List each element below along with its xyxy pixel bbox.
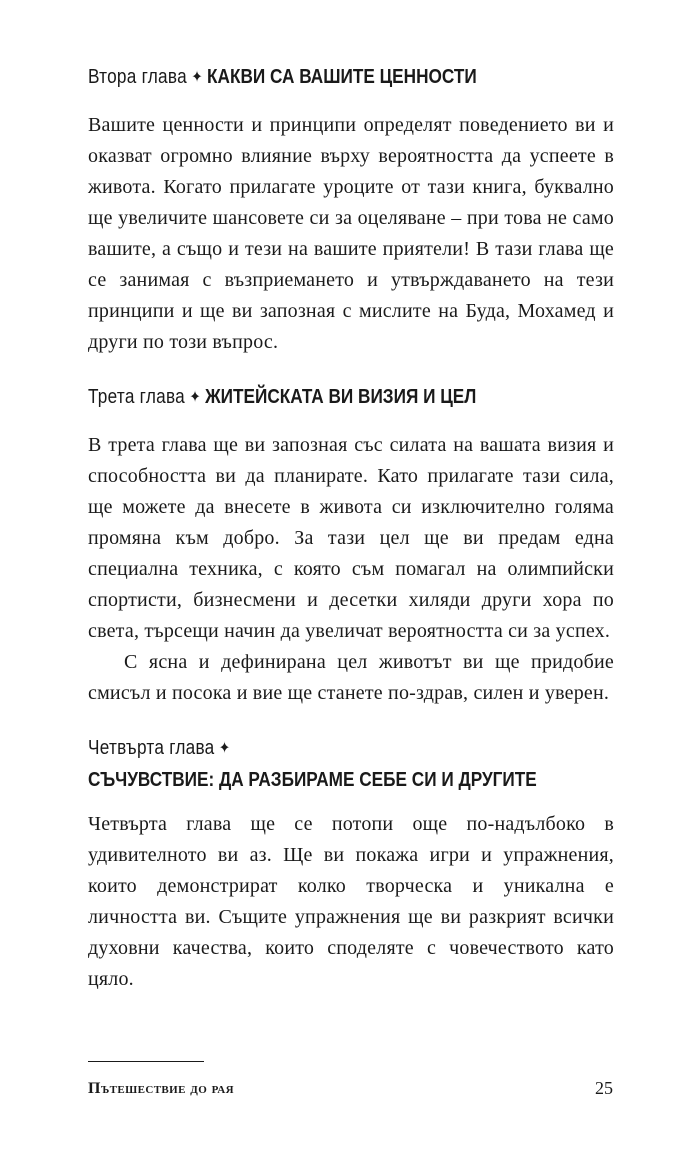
chapter-2-paragraph: Вашите ценности и принципи определят поведението ви и оказват огромно влияние върху вероятността да успеете в живота. Когато прилагате уроците от тази книга, буквално ще увеличите шансовете си за оцеляване – при това не само вашите, а също и тези на вашите приятели! В тази глава ще се занимая с възприемането и утвърждаването на тези принципи и ще ви запозная с мислите на Буда, Мохамед и други по този въпрос. xyxy=(88,114,614,353)
footer-divider xyxy=(88,1061,204,1062)
page-body xyxy=(88,62,614,995)
chapter-4-paragraph: Четвърта глава ще се потопи още по-надълбоко в удивителното ви аз. Ще ви покажа игри и упражнения, които демонстрират колко творческа и уникална е личността ви. Същите упражнения ще ви разкрият всички духовни качества, които споделяте с човечеството като цяло. xyxy=(88,813,614,990)
chapter-2-title: КАКВИ СА ВАШИТЕ ЦЕННОСТИ xyxy=(207,66,477,88)
chapter-4-section xyxy=(88,733,614,995)
chapter-2-section xyxy=(88,62,614,358)
chapter-3-section xyxy=(88,382,614,709)
chapter-3-label: Трета глава xyxy=(88,386,185,408)
chapter-3-paragraph-2: С ясна и дефинирана цел животът ви ще придобие смисъл и посока и вие ще станете по-здрав, силен и уверен. xyxy=(88,651,614,704)
star-ornament-icon: ✦ xyxy=(218,740,231,757)
chapter-3-heading xyxy=(88,382,540,414)
chapter-4-label: Четвърта глава xyxy=(88,737,215,759)
running-footer-book-title: Пътешествие до рая xyxy=(88,1080,234,1097)
chapter-4-heading-line-2 xyxy=(88,765,540,795)
chapter-4-heading xyxy=(88,733,614,795)
chapter-3-title: ЖИТЕЙСКАТА ВИ ВИЗИЯ И ЦЕЛ xyxy=(205,386,477,408)
page-number: 25 xyxy=(595,1078,613,1098)
star-ornament-icon: ✦ xyxy=(191,69,203,86)
chapter-2-label: Втора глава xyxy=(88,66,187,88)
chapter-4-heading-line-1 xyxy=(88,733,540,765)
chapter-4-title: СЪЧУВСТВИЕ: ДА РАЗБИРАМЕ СЕБЕ СИ И ДРУГИТЕ xyxy=(88,769,537,791)
chapter-3-paragraph-1: В трета глава ще ви запозная със силата на вашата визия и способността ви да планирате. Като прилагате тази сила, ще можете да внесете в живота си изключително голяма промяна към добро. За тази цел ще ви предам една специална техника, с която съм помагал на олимпийски спортисти, бизнесмени и десетки хиляди други хора по света, търсещи начин да увеличат вероятността си за успех. xyxy=(88,434,614,642)
chapter-2-heading xyxy=(88,62,540,94)
star-ornament-icon: ✦ xyxy=(189,389,201,406)
